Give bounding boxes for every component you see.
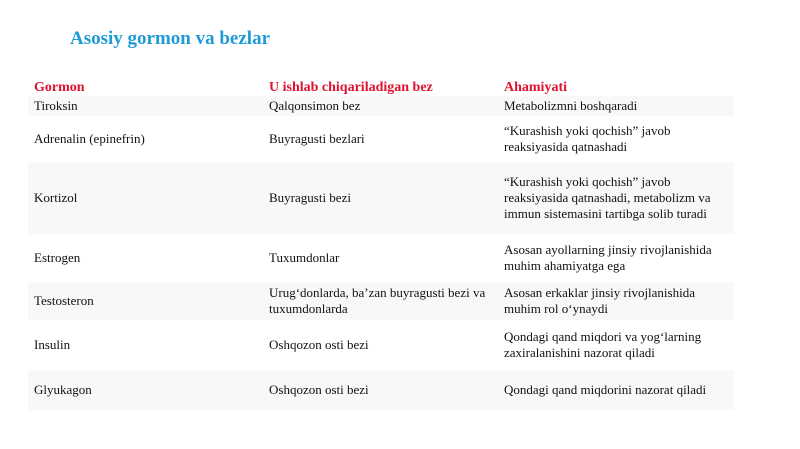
table-row <box>28 234 734 282</box>
table-row <box>28 162 734 234</box>
header-significance: Ahamiyati <box>504 80 567 95</box>
gland-cell: Oshqozon osti bezi <box>269 337 369 352</box>
table-row <box>28 116 734 162</box>
significance-cell: “Kurashish yoki qochish” javob reaksiyasida qatnashadi <box>504 123 671 154</box>
significance-cell: “Kurashish yoki qochish” javob reaksiyasida qatnashadi, metabolizm va immun sistemasini tartibga solib turadi <box>498 162 734 234</box>
gland-cell: Oshqozon osti bezi <box>263 370 498 410</box>
significance-cell: Asosan erkaklar jinsiy rivojlanishida muhim rol o‘ynaydi <box>498 282 734 320</box>
table-row <box>28 370 734 410</box>
page-title: Asosiy gormon va bezlar <box>70 28 271 49</box>
table-row <box>28 96 734 116</box>
hormone-cell: Glyukagon <box>28 370 263 410</box>
gland-cell: Buyragusti bezi <box>263 162 498 234</box>
header-gland: U ishlab chiqariladigan bez <box>269 80 433 95</box>
table-row <box>28 282 734 320</box>
gland-cell: Buyragusti bezlari <box>269 131 365 146</box>
table-header-row <box>28 76 734 96</box>
significance-cell: Asosan ayollarning jinsiy rivojlanishida muhim ahamiyatga ega <box>504 242 712 273</box>
hormone-cell: Tiroksin <box>28 96 263 116</box>
hormone-cell: Adrenalin (epinefrin) <box>34 131 145 146</box>
hormone-cell: Estrogen <box>34 250 81 265</box>
significance-cell: Qondagi qand miqdorini nazorat qiladi <box>498 370 734 410</box>
significance-cell: Qondagi qand miqdori va yog‘larning zaxiralanishini nazorat qiladi <box>504 329 702 360</box>
hormone-cell: Testosteron <box>28 282 263 320</box>
hormone-table <box>28 76 734 410</box>
gland-cell: Tuxumdonlar <box>269 250 340 265</box>
gland-cell: Qalqonsimon bez <box>263 96 498 116</box>
table-row <box>28 320 734 370</box>
hormone-cell: Kortizol <box>28 162 263 234</box>
gland-cell: Urug‘donlarda, ba’zan buyragusti bezi va tuxumdonlarda <box>263 282 498 320</box>
header-hormone: Gormon <box>34 80 85 95</box>
hormone-cell: Insulin <box>34 337 71 352</box>
significance-cell: Metabolizmni boshqaradi <box>498 96 734 116</box>
